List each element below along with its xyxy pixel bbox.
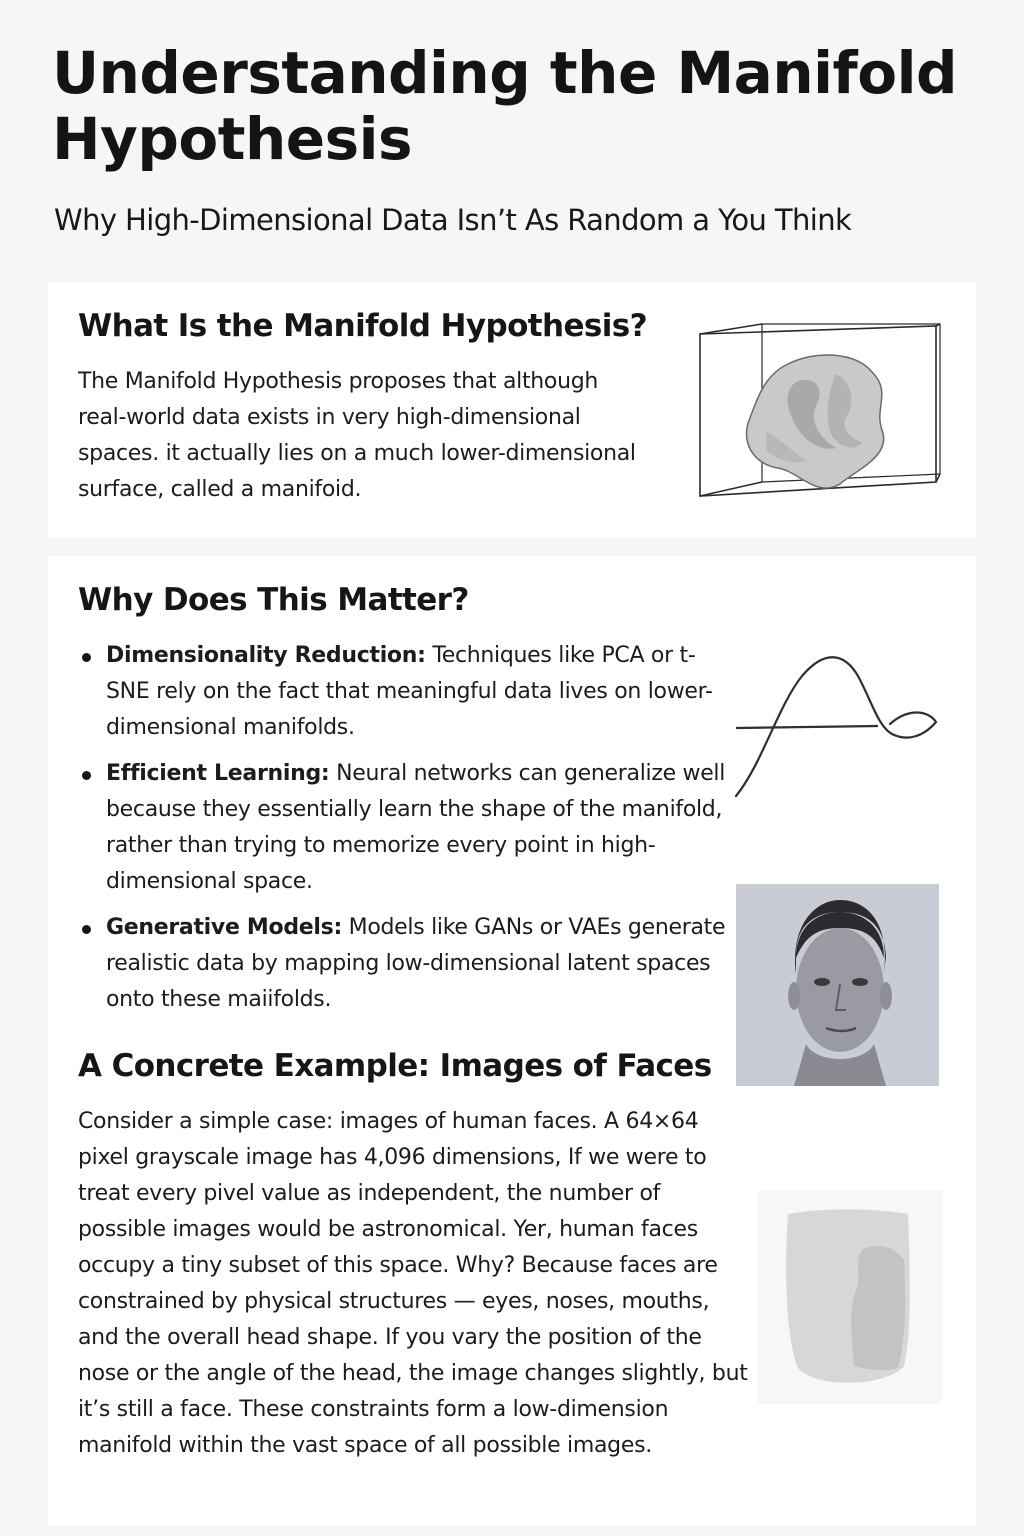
faded-face-shape (758, 1190, 942, 1404)
bullet-icon (82, 925, 91, 934)
section-heading-concrete-example: A Concrete Example: Images of Faces (78, 1048, 712, 1084)
bullet-text: Models like GANs or VAEs generate realistic data by mapping low-dimensional latent spaces onto these maiifolds. (106, 915, 726, 1012)
why-matters-card (48, 556, 976, 1526)
curve-illustration (732, 646, 942, 806)
bullet-text: Neural networks can generalize well because they essentially learn the shape of the manifold, rather than trying to memorize every point in high-dimensional space. (106, 761, 726, 894)
list-item (78, 638, 728, 746)
bullet-term: Generative Models: (106, 915, 342, 940)
page-subtitle: Why High-Dimensional Data Isn’t As Random a You Think (54, 203, 852, 237)
bullet-term: Efficient Learning: (106, 761, 330, 786)
bullet-text: Techniques like PCA or t-SNE rely on the fact that meaningful data lives on lower-dimensional manifolds. (106, 643, 713, 740)
page-title: Understanding the Manifold Hypothesis (52, 39, 957, 173)
section-heading-what-is: What Is the Manifold Hypothesis? (78, 308, 647, 344)
bullet-icon (82, 771, 91, 780)
list-item (78, 910, 728, 1018)
face-photo (736, 884, 939, 1086)
benefits-list (78, 638, 728, 1028)
list-item (78, 756, 728, 900)
section-body-what-is: The Manifold Hypothesis proposes that although real-world data exists in very high-dimensional spaces. it actually lies on a much lower-dimensional surface, called a manifoid. (78, 369, 636, 502)
section-heading-why-matters: Why Does This Matter? (78, 582, 469, 618)
manifold-definition-card (48, 282, 976, 538)
bullet-term: Dimensionality Reduction: (106, 643, 426, 668)
bullet-icon (82, 653, 91, 662)
manifold-in-cube-illustration (696, 322, 946, 516)
section-body-concrete-example: Consider a simple case: images of human faces. A 64×64 pixel grayscale image has 4,096 dimensions, If we were to treat every pivel value as independent, the number of possible images would be astronomical. Yer, human faces occupy a tiny subset of this space. Why? Because faces are constrained by physical structures — eyes, noses, mouths, and the overall head shape. If you vary the position of the nose or the angle of the head, the image changes slightly, but it’s still a face. These constraints form a low-dimension manifold within the vast space of all possible images. (78, 1109, 748, 1458)
